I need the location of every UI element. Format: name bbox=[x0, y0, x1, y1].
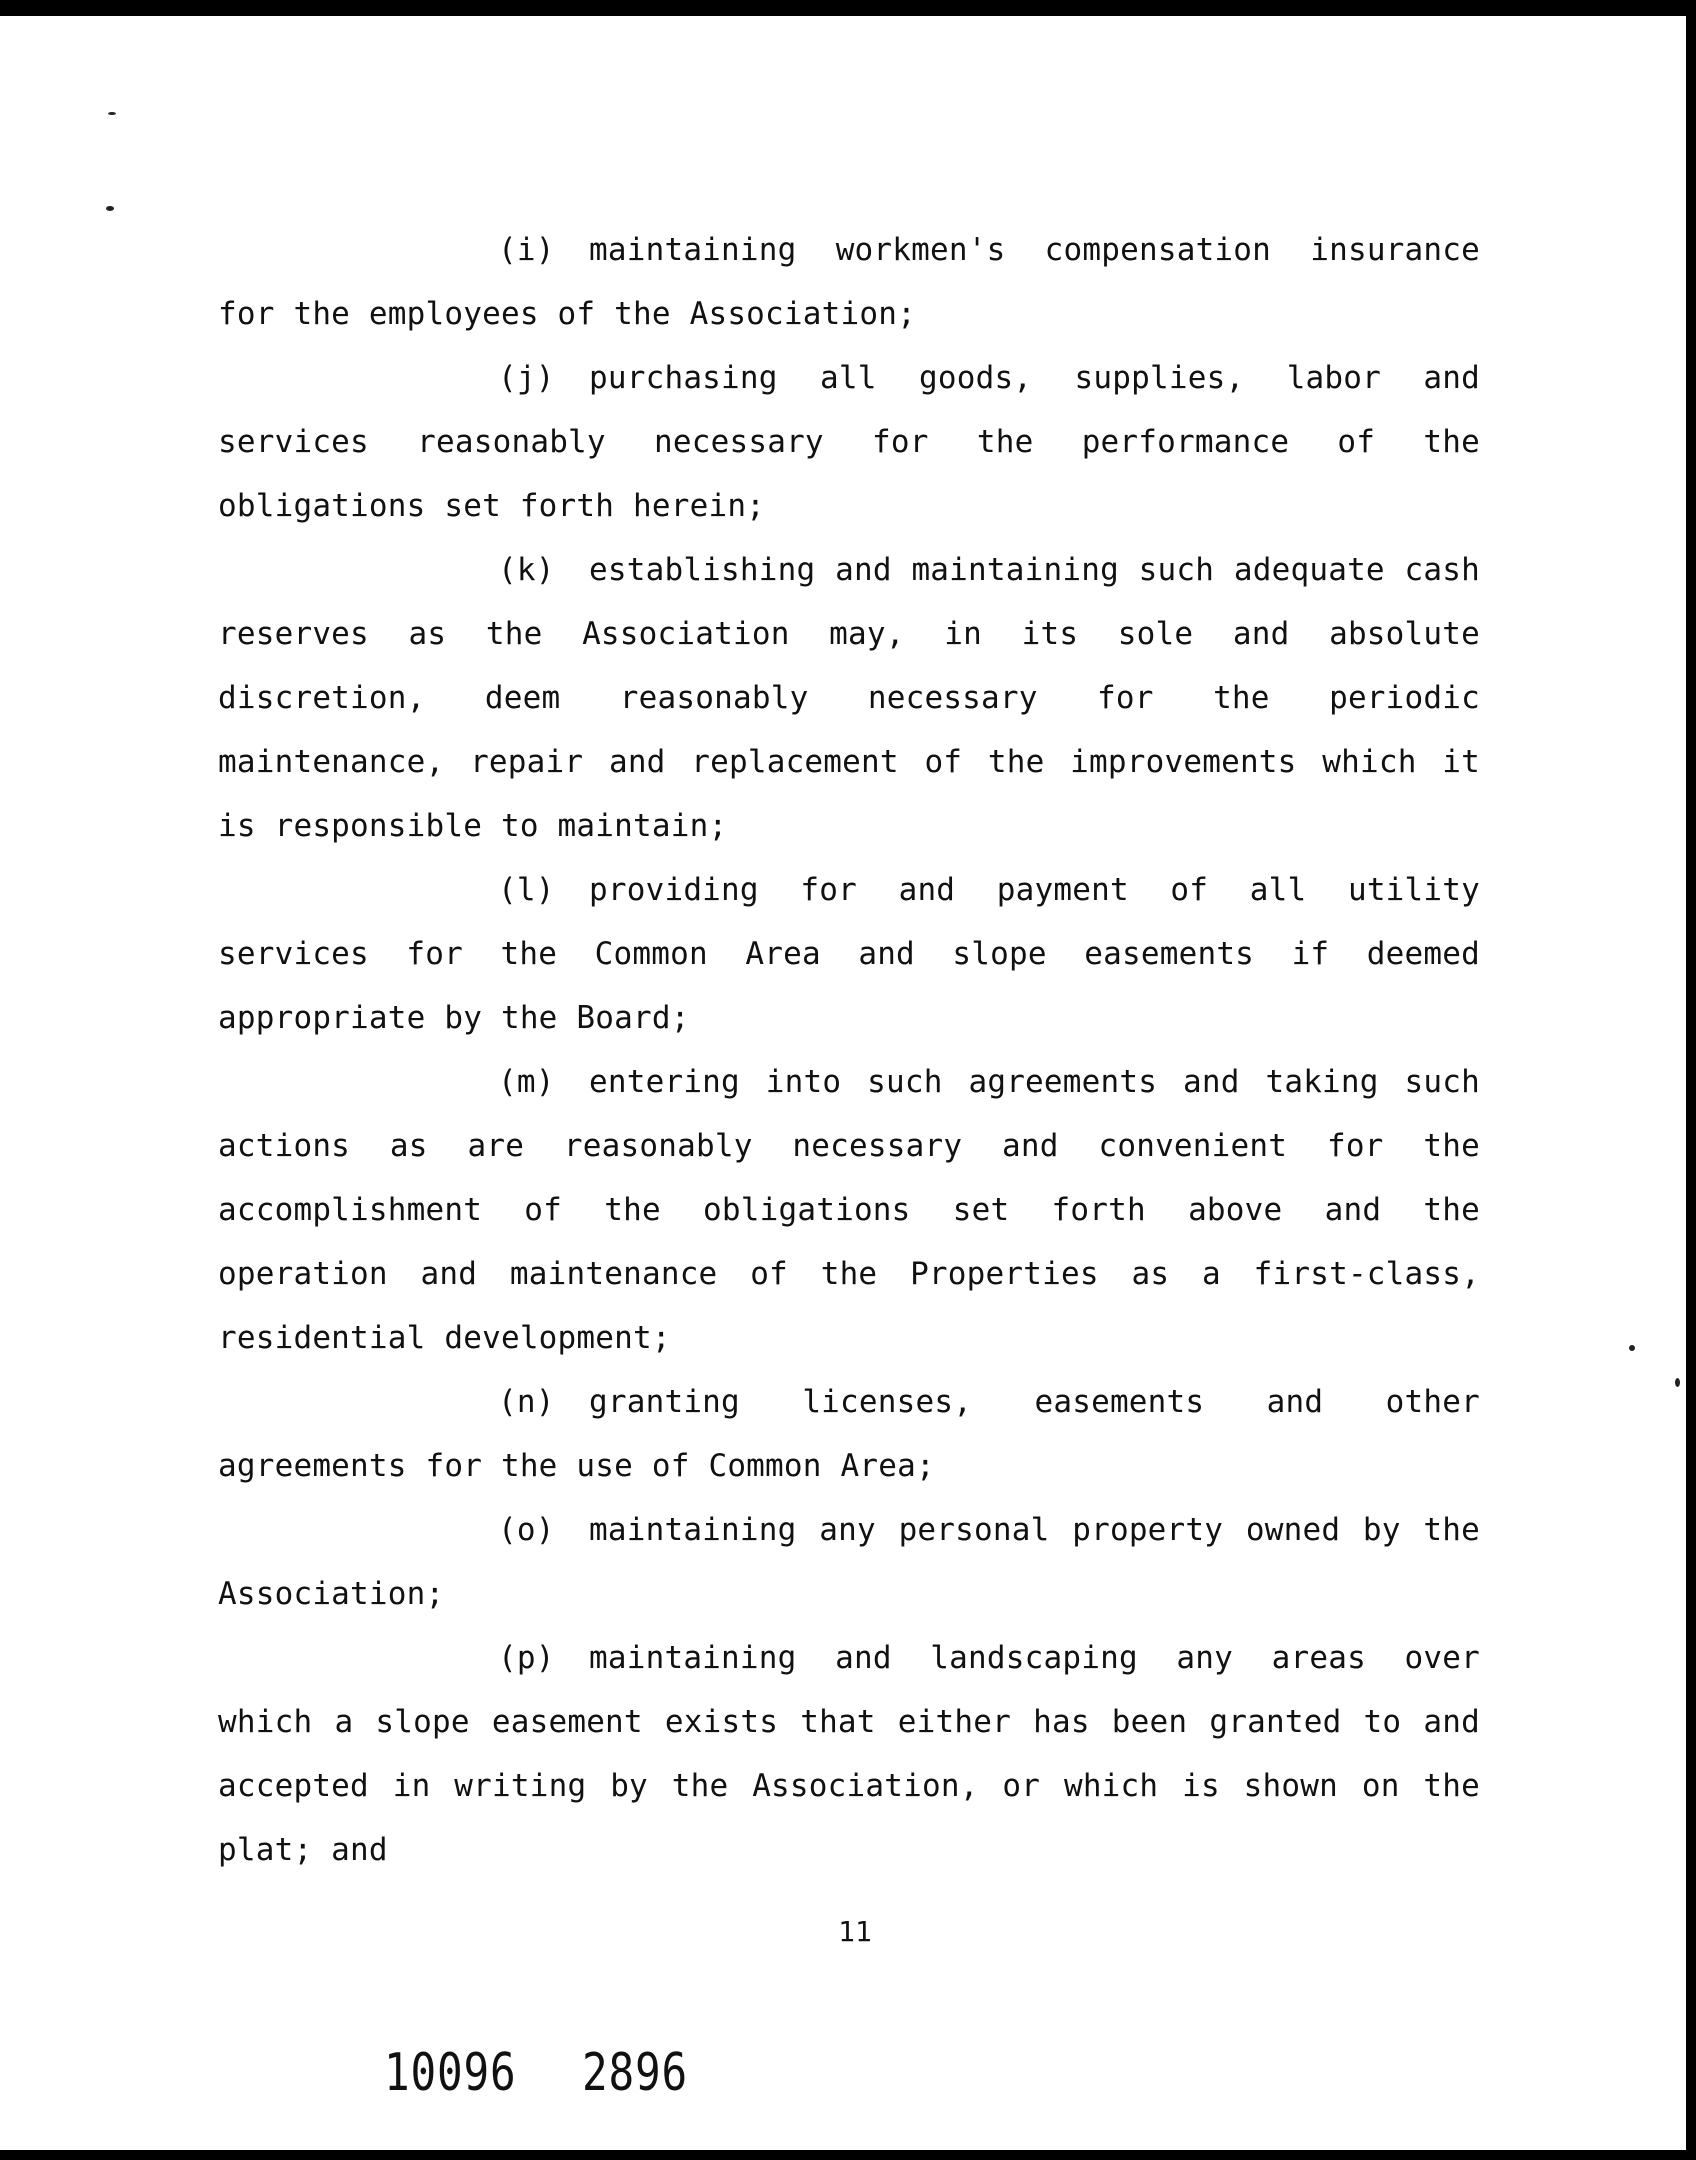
clause-p bbox=[218, 1626, 1480, 1882]
clause-text: maintaining and landscaping any areas over which a slope easement exists that either has been granted to and accepted in writing by the Association, or which is shown on the plat; and bbox=[218, 1640, 1480, 1868]
clause-m bbox=[218, 1050, 1480, 1370]
scan-speck bbox=[1629, 1345, 1635, 1351]
clause-text: entering into such agreements and taking such actions as are reasonably necessary and convenient for the accomplishment of the obligations set forth above and the operation and maintenance of the Properties as a first-class, residential development; bbox=[218, 1064, 1480, 1356]
clause-label: (j) bbox=[498, 360, 555, 396]
clause-i bbox=[218, 218, 1480, 346]
clause-text: providing for and payment of all utility services for the Common Area and slope easements if deemed appropriate by the Board; bbox=[218, 872, 1480, 1036]
document-page bbox=[218, 218, 1480, 1882]
clause-text: granting licenses, easements and other agreements for the use of Common Area; bbox=[218, 1384, 1480, 1484]
clause-text: establishing and maintaining such adequate cash reserves as the Association may, in its sole and absolute discretion, deem reasonably necessary for the periodic maintenance, repair and replacement of the improvements which it is responsible to maintain; bbox=[218, 552, 1480, 844]
clause-l bbox=[218, 858, 1480, 1050]
clause-label: (p) bbox=[498, 1640, 555, 1676]
clause-label: (i) bbox=[498, 232, 555, 268]
clause-label: (o) bbox=[498, 1512, 555, 1548]
scan-speck bbox=[108, 112, 116, 115]
clause-label: (l) bbox=[498, 872, 555, 908]
clause-label: (m) bbox=[498, 1064, 555, 1100]
clause-o bbox=[218, 1498, 1480, 1626]
clause-j bbox=[218, 346, 1480, 538]
clause-label: (n) bbox=[498, 1384, 555, 1420]
page-number: 11 bbox=[838, 1915, 872, 1948]
clause-text: maintaining any personal property owned by the Association; bbox=[218, 1512, 1480, 1612]
clause-label: (k) bbox=[498, 552, 555, 588]
scan-speck bbox=[106, 206, 114, 211]
clause-text: maintaining workmen's compensation insurance for the employees of the Association; bbox=[218, 232, 1480, 332]
scan-speck bbox=[1675, 1378, 1680, 1387]
clause-text: purchasing all goods, supplies, labor and services reasonably necessary for the performance of the obligations set forth herein; bbox=[218, 360, 1480, 524]
clause-k bbox=[218, 538, 1480, 858]
clause-n bbox=[218, 1370, 1480, 1498]
record-book-number: 10096 bbox=[384, 2043, 517, 2103]
record-page-number: 2896 bbox=[582, 2043, 688, 2103]
